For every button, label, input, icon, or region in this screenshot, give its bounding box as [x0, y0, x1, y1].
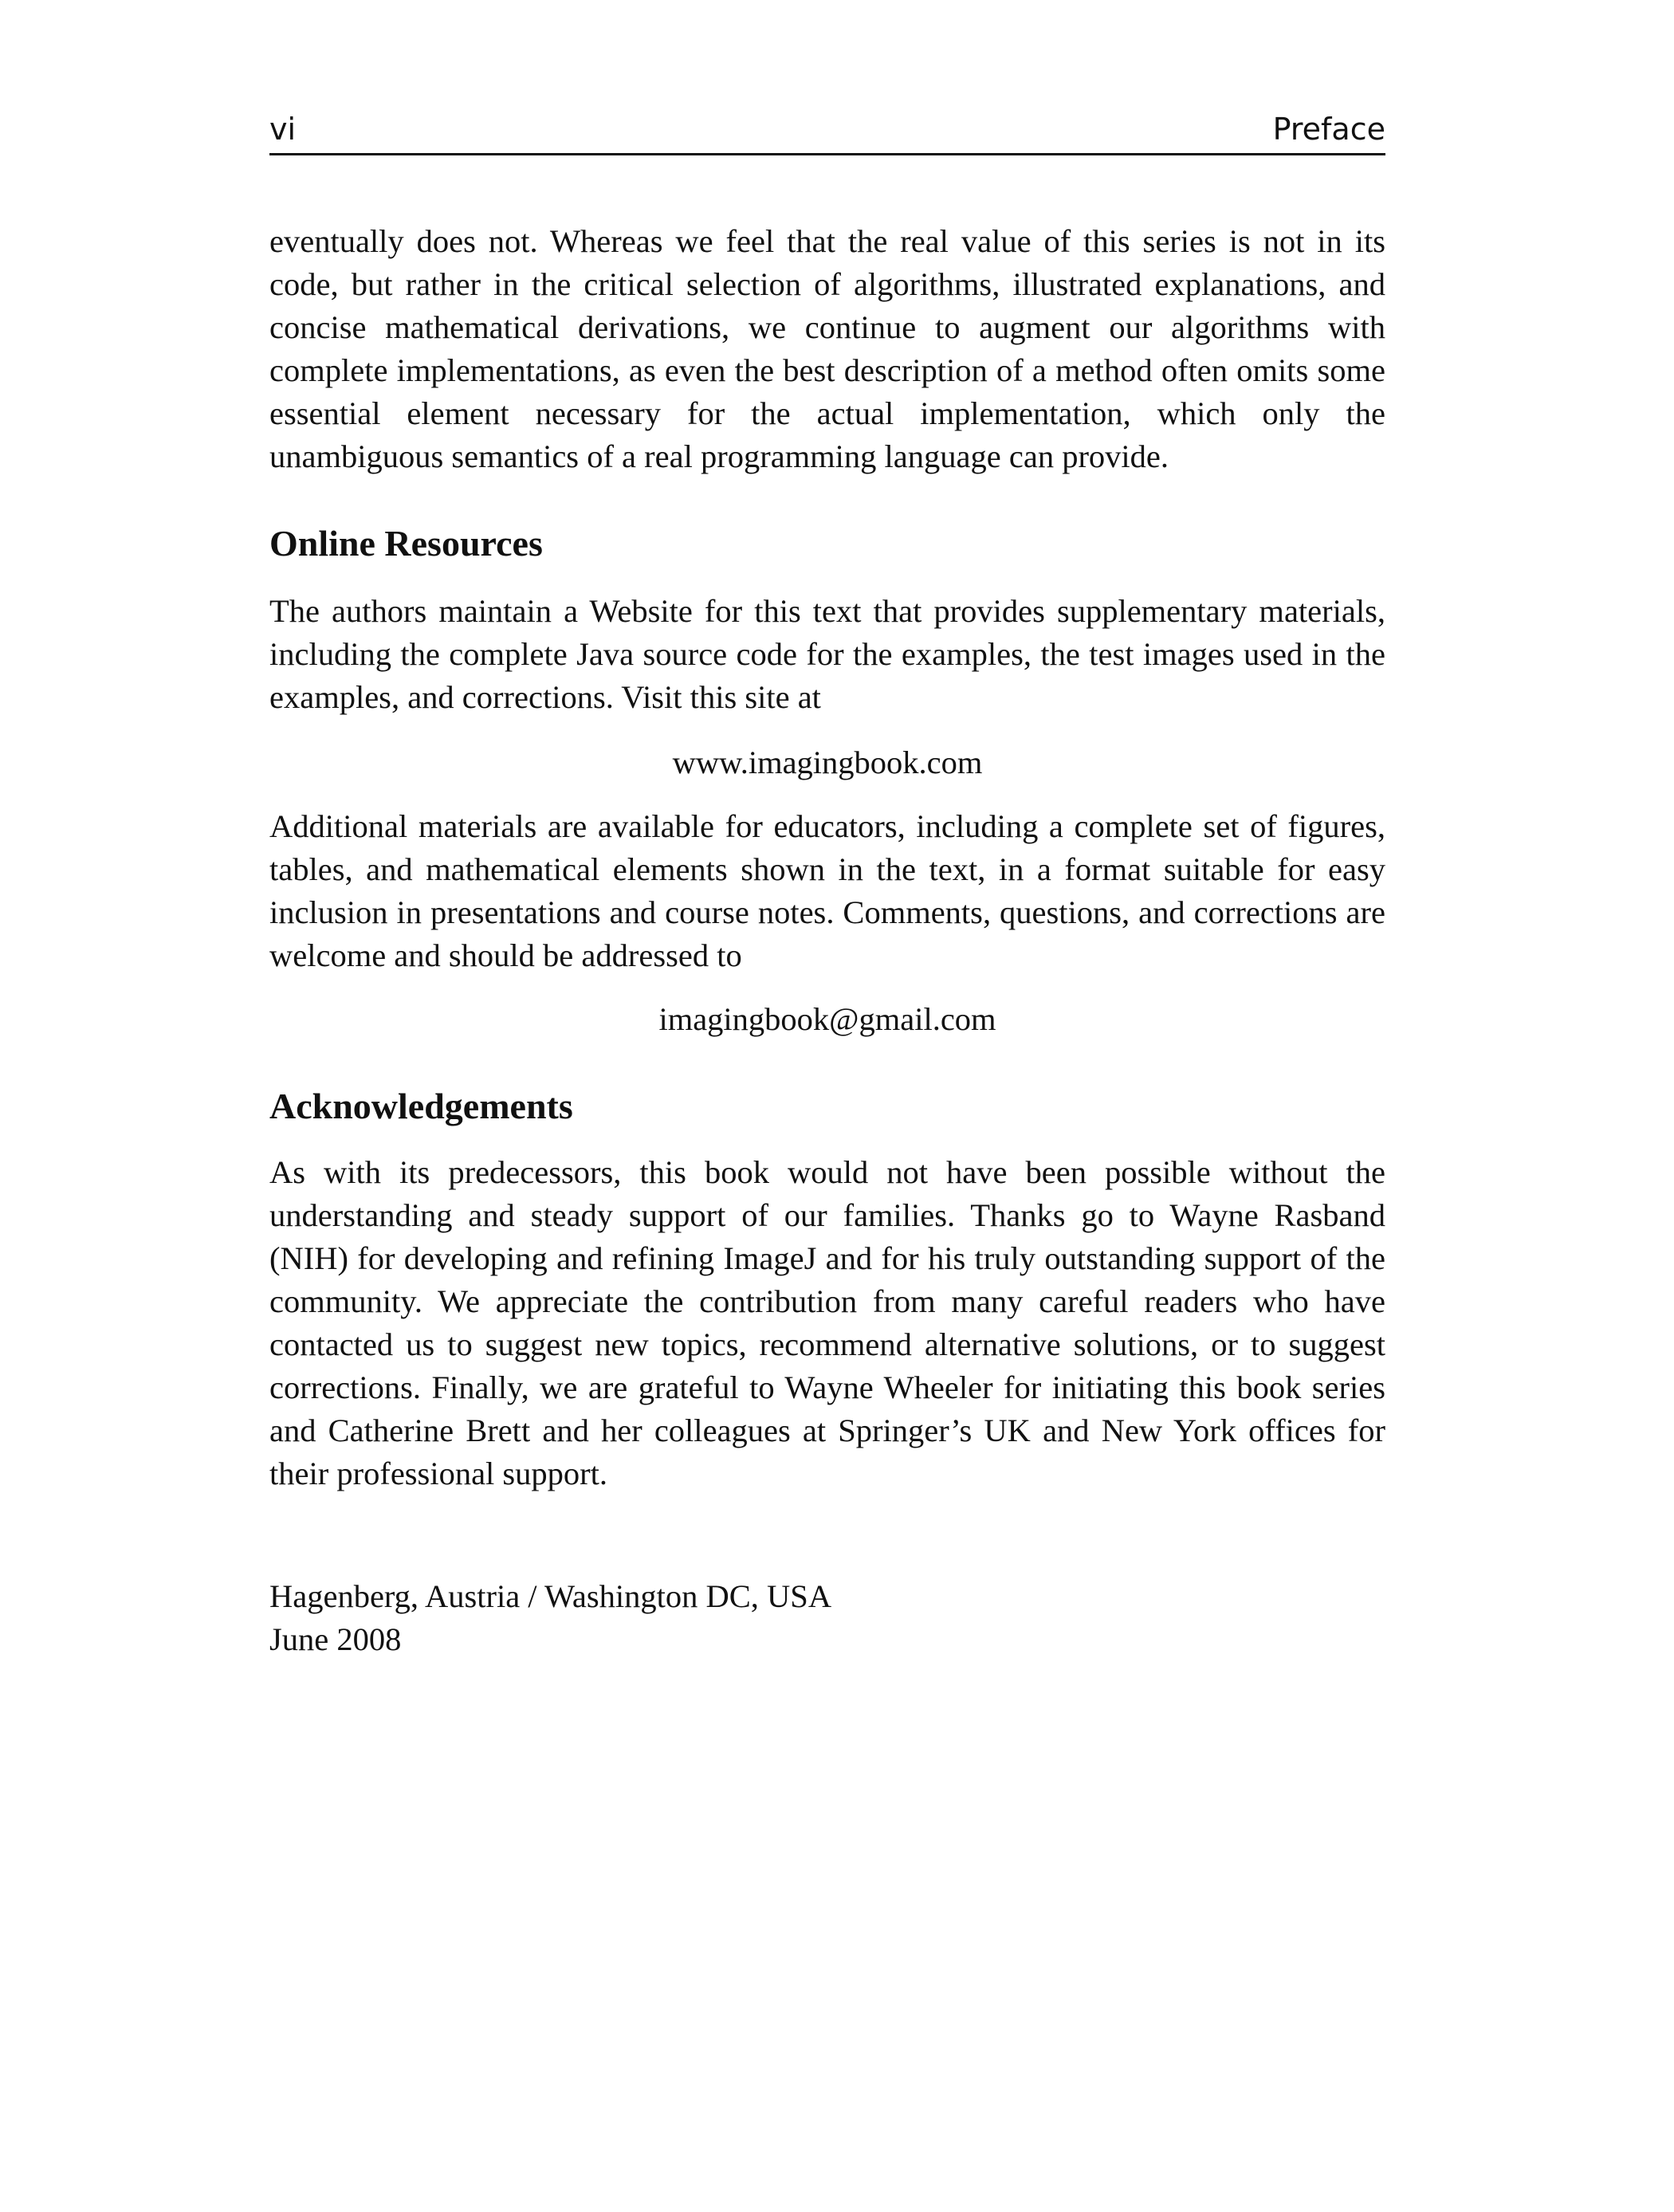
page-number: vi — [269, 112, 297, 147]
signature-place: Hagenberg, Austria / Washington DC, USA — [269, 1578, 832, 1614]
online-resources-heading: Online Resources — [269, 523, 543, 564]
contact-email: imagingbook@gmail.com — [658, 1001, 996, 1037]
acknowledgements-paragraph: As with its predecessors, this book would not have been possible without the understanding and steady support of our families. Thanks go to Wayne Rasband (NIH) for developing and refining ImageJ and for his truly outstanding support of the community. We appreciate the contribution from many careful readers who have contacted us to suggest new topics, recommend alternative solutions, or to suggest corrections. Finally, we are grateful to Wayne Wheeler for initiating this book series and Catherine Brett and her colleagues at Springer’s UK and New York offices for their professional support. — [269, 1154, 1385, 1491]
acknowledgements-heading: Acknowledgements — [269, 1086, 573, 1126]
intro-paragraph: eventually does not. Whereas we feel that the real value of this series is not in its code, but rather in the critical selection of algorithms, illustrated explanations, and concise mathematical derivations, we continue to augment our algorithms with complete implementations, as even the best description of a method often omits some essential element necessary for the actual implementation, which only the unambiguous semantics of a real programming language can provide. — [269, 223, 1385, 474]
running-head — [269, 112, 1385, 155]
website-url: www.imagingbook.com — [672, 745, 983, 780]
signature-date: June 2008 — [269, 1621, 402, 1657]
online-resources-paragraph: The authors maintain a Website for this text that provides supplementary materials, including the complete Java source code for the examples, the test images used in the examples, and corrections. Visit this site at — [269, 593, 1385, 715]
educators-paragraph: Additional materials are available for educators, including a complete set of figures, tables, and mathematical elements shown in the text, in a format suitable for easy inclusion in presentations and course notes. Comments, questions, and corrections are welcome and should be addressed to — [269, 808, 1385, 973]
running-head-section: Preface — [1272, 112, 1385, 147]
